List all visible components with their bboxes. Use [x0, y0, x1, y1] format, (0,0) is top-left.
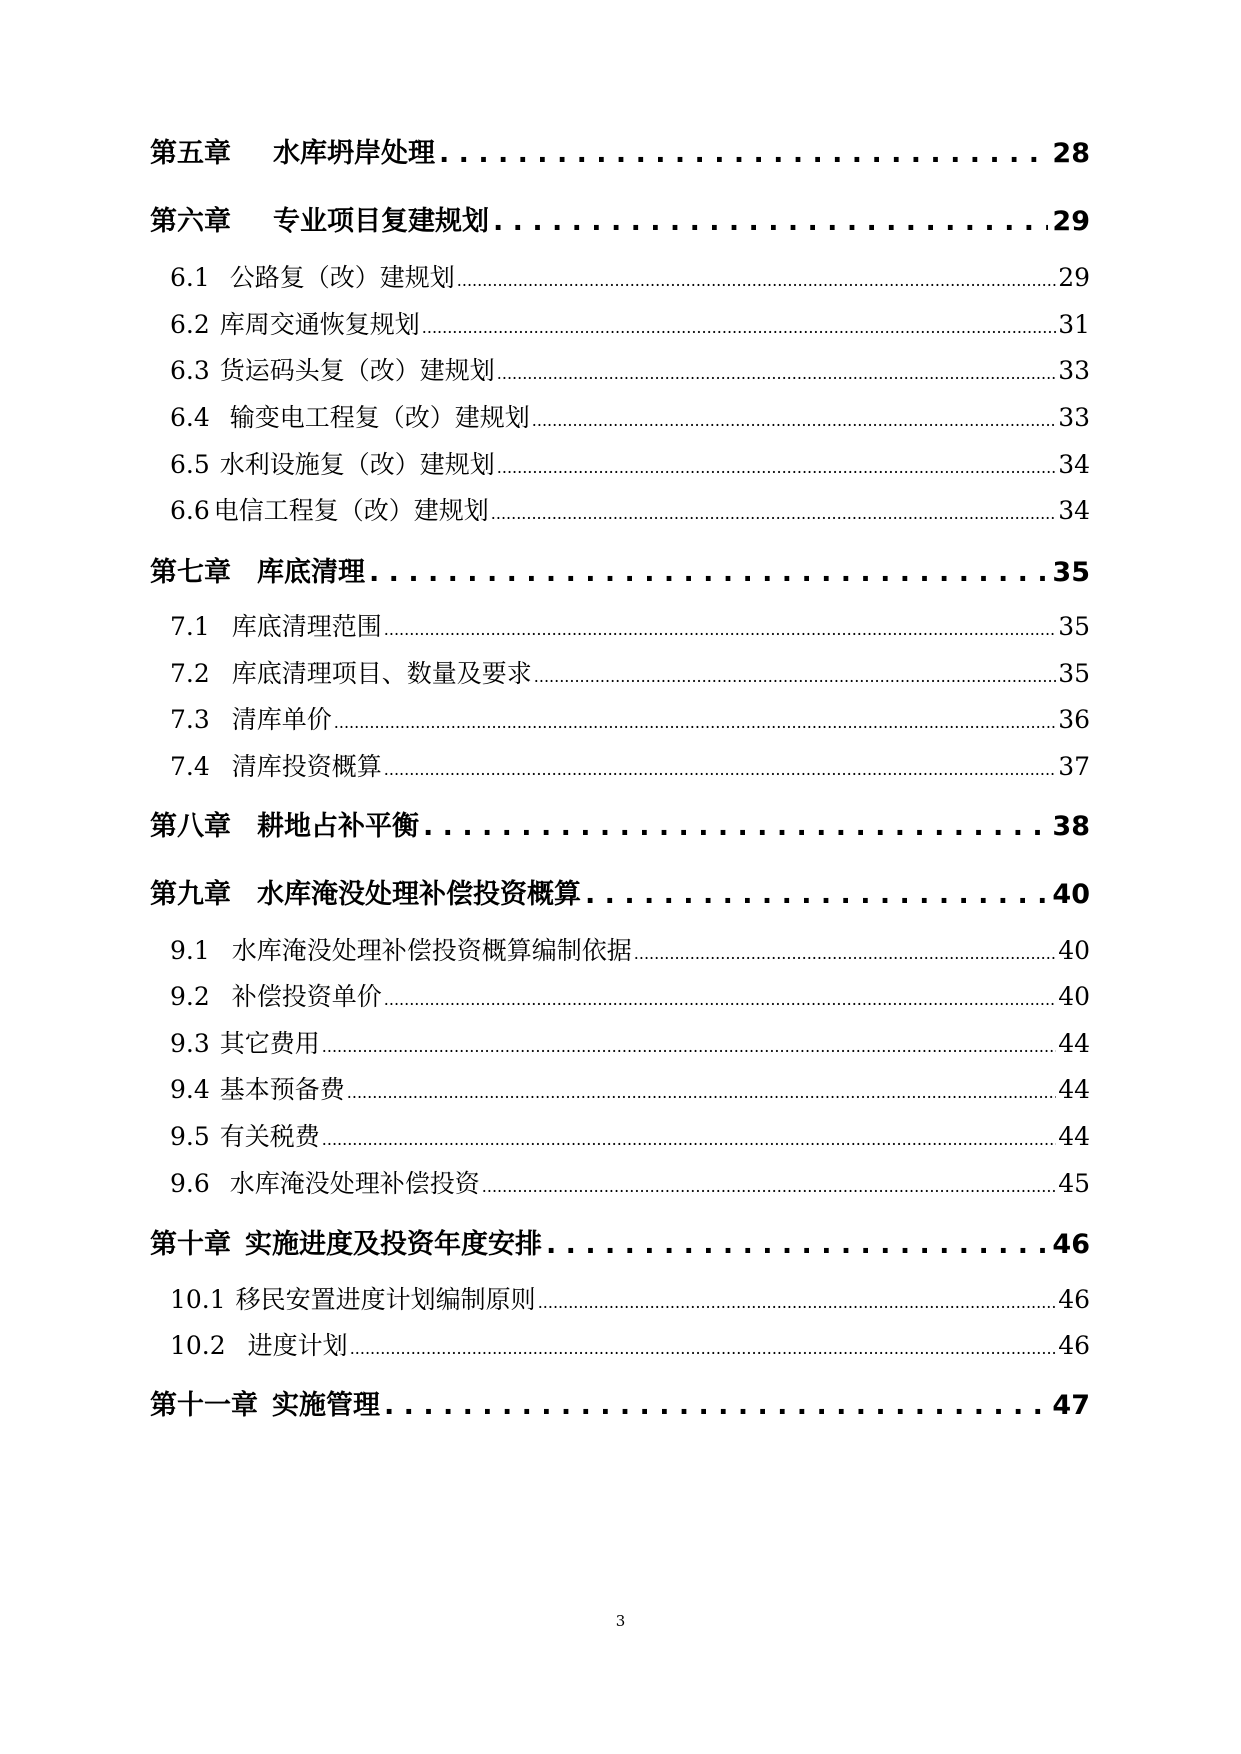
toc-dot-leader	[491, 496, 1056, 525]
toc-entry-number: 第十一章	[150, 1390, 258, 1421]
toc-entry-number: 9.6	[170, 1169, 210, 1198]
toc-section-entry[interactable]	[170, 398, 1090, 434]
toc-entry-number: 6.4	[170, 403, 210, 432]
toc-entry-title: 电信工程复（改）建规划	[213, 496, 489, 525]
page-footer	[0, 1612, 1241, 1630]
toc-section-entry[interactable]	[170, 700, 1090, 736]
toc-entry-title: 公路复（改）建规划	[229, 263, 455, 292]
toc-chapter-entry[interactable]	[150, 1383, 1090, 1422]
toc-entry-title: 移民安置进度计划编制原则	[235, 1285, 536, 1314]
toc-section-entry[interactable]	[170, 258, 1090, 294]
toc-chapter-entry[interactable]	[150, 199, 1090, 238]
toc-entry-number: 9.4	[170, 1075, 210, 1104]
toc-chapter-entry[interactable]	[150, 804, 1090, 843]
toc-entry-title: 水库淹没处理补偿投资	[229, 1169, 480, 1198]
toc-entry-title: 其它费用	[219, 1029, 320, 1058]
toc-entry-number: 第七章	[150, 557, 231, 588]
toc-section-entry[interactable]	[170, 491, 1090, 527]
toc-dot-leader	[546, 1229, 1048, 1260]
toc-dot-leader	[423, 811, 1048, 842]
toc-dot-leader	[384, 752, 1056, 781]
toc-entry-title: 专业项目复建规划	[273, 206, 489, 237]
toc-dot-leader	[538, 1285, 1057, 1314]
toc-entry-title: 水库坍岸处理	[273, 138, 435, 169]
toc-section-entry[interactable]	[170, 1280, 1090, 1316]
toc-entry-title: 清库单价	[231, 705, 332, 734]
toc-dot-leader	[497, 356, 1056, 385]
toc-entry-title: 实施进度及投资年度安排	[245, 1229, 542, 1260]
toc-entry-number: 6.6	[170, 496, 210, 525]
toc-entry-page: 47	[1052, 1390, 1090, 1421]
toc-section-entry[interactable]	[170, 654, 1090, 690]
toc-entry-title: 进度计划	[247, 1331, 348, 1360]
toc-entry-title: 库底清理项目、数量及要求	[231, 659, 532, 688]
toc-dot-leader	[369, 557, 1048, 588]
toc-entry-page: 44	[1058, 1075, 1090, 1104]
toc-entry-number: 10.2	[170, 1331, 226, 1360]
toc-dot-leader	[457, 263, 1056, 292]
toc-entry-page: 33	[1058, 403, 1090, 432]
toc-dot-leader	[322, 1029, 1056, 1058]
toc-dot-leader	[384, 1390, 1048, 1421]
toc-entry-number: 10.1	[170, 1285, 226, 1314]
toc-entry-number: 9.5	[170, 1122, 210, 1151]
toc-dot-leader	[334, 705, 1056, 734]
table-of-contents	[150, 0, 1090, 1754]
toc-entry-page: 45	[1058, 1169, 1090, 1198]
toc-entry-number: 第九章	[150, 879, 231, 910]
toc-entry-title: 库底清理	[257, 557, 365, 588]
toc-entry-page: 46	[1058, 1331, 1090, 1360]
toc-chapter-entry[interactable]	[150, 1222, 1090, 1261]
toc-dot-leader	[347, 1075, 1056, 1104]
toc-entry-number: 6.1	[170, 263, 210, 292]
toc-entry-title: 补偿投资单价	[231, 982, 382, 1011]
toc-entry-page: 31	[1058, 310, 1090, 339]
toc-entry-page: 40	[1058, 982, 1090, 1011]
toc-dot-leader	[634, 936, 1056, 965]
toc-section-entry[interactable]	[170, 1070, 1090, 1106]
toc-entry-title: 水利设施复（改）建规划	[219, 450, 495, 479]
toc-dot-leader	[422, 310, 1056, 339]
toc-section-entry[interactable]	[170, 1117, 1090, 1153]
toc-section-entry[interactable]	[170, 931, 1090, 967]
toc-dot-leader	[322, 1122, 1056, 1151]
toc-section-entry[interactable]	[170, 1024, 1090, 1060]
toc-entry-number: 6.2	[170, 310, 210, 339]
toc-dot-leader	[497, 450, 1056, 479]
toc-entry-number: 第十章	[150, 1229, 231, 1260]
toc-entry-page: 46	[1058, 1285, 1090, 1314]
toc-entry-title: 输变电工程复（改）建规划	[229, 403, 530, 432]
toc-entry-number: 6.3	[170, 356, 210, 385]
toc-entry-number: 6.5	[170, 450, 210, 479]
toc-entry-page: 44	[1058, 1122, 1090, 1151]
toc-entry-number: 7.4	[170, 752, 210, 781]
toc-dot-leader	[439, 138, 1048, 169]
toc-entry-number: 9.2	[170, 982, 210, 1011]
toc-entry-number: 第六章	[150, 206, 231, 237]
toc-section-entry[interactable]	[170, 607, 1090, 643]
toc-chapter-entry[interactable]	[150, 550, 1090, 589]
toc-section-entry[interactable]	[170, 977, 1090, 1013]
toc-entry-page: 35	[1058, 612, 1090, 641]
toc-entry-number: 第八章	[150, 811, 231, 842]
toc-entry-title: 耕地占补平衡	[257, 811, 419, 842]
toc-entry-title: 货运码头复（改）建规划	[219, 356, 495, 385]
toc-dot-leader	[350, 1331, 1057, 1360]
toc-dot-leader	[585, 879, 1048, 910]
toc-entry-page: 35	[1058, 659, 1090, 688]
toc-entry-number: 7.1	[170, 612, 210, 641]
toc-section-entry[interactable]	[170, 1326, 1090, 1362]
toc-dot-leader	[384, 612, 1056, 641]
toc-entry-number: 7.2	[170, 659, 210, 688]
toc-entry-page: 29	[1058, 263, 1090, 292]
toc-entry-page: 38	[1052, 811, 1090, 842]
toc-entry-page: 40	[1052, 879, 1090, 910]
toc-entry-title: 实施管理	[272, 1390, 380, 1421]
toc-section-entry[interactable]	[170, 747, 1090, 783]
toc-entry-title: 水库淹没处理补偿投资概算编制依据	[231, 936, 632, 965]
toc-entry-page: 46	[1052, 1229, 1090, 1260]
toc-section-entry[interactable]	[170, 351, 1090, 387]
toc-dot-leader	[384, 982, 1056, 1011]
toc-entry-page: 40	[1058, 936, 1090, 965]
toc-dot-leader	[534, 659, 1056, 688]
toc-entry-number: 9.3	[170, 1029, 210, 1058]
toc-section-entry[interactable]	[170, 1164, 1090, 1200]
toc-entry-page: 29	[1052, 206, 1090, 237]
toc-entry-number: 第五章	[150, 138, 231, 169]
toc-dot-leader	[532, 403, 1056, 432]
toc-entry-title: 清库投资概算	[231, 752, 382, 781]
toc-chapter-entry[interactable]	[150, 131, 1090, 170]
toc-entry-title: 基本预备费	[219, 1075, 345, 1104]
toc-entry-title: 水库淹没处理补偿投资概算	[257, 879, 581, 910]
toc-entry-page: 34	[1058, 450, 1090, 479]
toc-entry-number: 7.3	[170, 705, 210, 734]
toc-chapter-entry[interactable]	[150, 872, 1090, 911]
toc-dot-leader	[482, 1169, 1056, 1198]
toc-section-entry[interactable]	[170, 305, 1090, 341]
toc-entry-page: 44	[1058, 1029, 1090, 1058]
toc-entry-page: 35	[1052, 557, 1090, 588]
toc-entry-title: 库底清理范围	[231, 612, 382, 641]
toc-entry-title: 库周交通恢复规划	[219, 310, 420, 339]
toc-entry-number: 9.1	[170, 936, 210, 965]
toc-entry-page: 36	[1058, 705, 1090, 734]
toc-section-entry[interactable]	[170, 445, 1090, 481]
toc-entry-page: 34	[1058, 496, 1090, 525]
toc-dot-leader	[493, 206, 1048, 237]
toc-entry-page: 28	[1052, 138, 1090, 169]
page-number: 3	[615, 1612, 626, 1630]
toc-entry-page: 37	[1058, 752, 1090, 781]
toc-entry-title: 有关税费	[219, 1122, 320, 1151]
toc-entry-page: 33	[1058, 356, 1090, 385]
